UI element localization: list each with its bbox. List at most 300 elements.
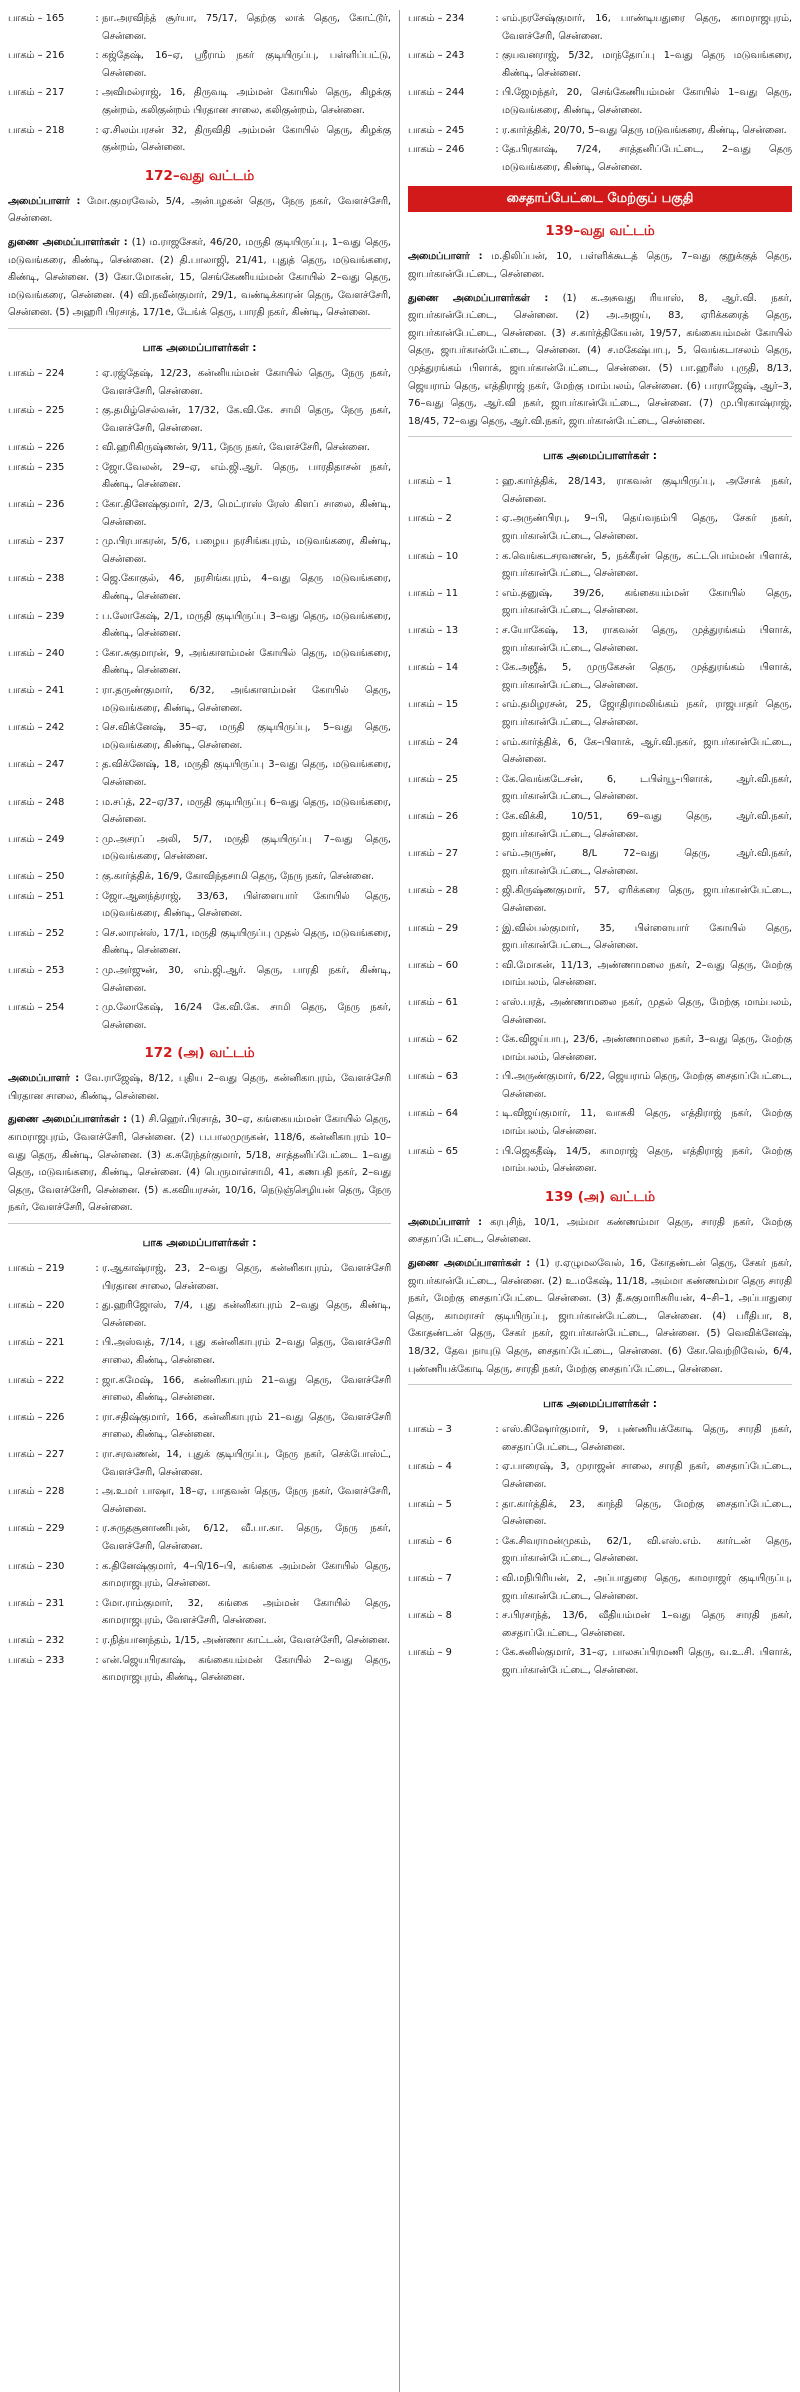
organizer-text: கரபுசிந், 10/1, அம்மா கண்ணம்மா தெரு, சாரதி நகர், மேற்கு சைதாப்பேட்டை, சென்னை. — [408, 1216, 792, 1246]
booth-label: பாகம் – 10 — [408, 550, 459, 562]
booth-organizer-text: டி.விஜய்குமார், 11, வாசுகி தெரு, எத்திராஜ் நகர், மேற்கு மாம்பலம், சென்னை. — [502, 1108, 792, 1138]
colon-separator: : — [95, 964, 99, 976]
booth-label: பாகம் – 28 — [408, 885, 459, 897]
booth-entry — [408, 734, 792, 769]
booth-label: பாகம் – 15 — [408, 699, 459, 711]
booth-organizer-text: கே.சுனில்குமார், 31–ஏ, பாலசுப்பிரமணி தெரு, வ.உ.சி. பிளாக், ஜாபர்கான்பேட்டை, சென்னை. — [502, 1647, 792, 1676]
booth-entry — [408, 1031, 792, 1066]
booth-entry — [8, 439, 391, 457]
booth-label: பாகம் – 165 — [8, 13, 65, 24]
colon-separator: : — [495, 1145, 499, 1157]
booth-entry — [408, 510, 792, 545]
area-banner: சைதாப்பேட்டை மேற்குப் பகுதி — [408, 186, 792, 212]
colon-separator: : — [495, 885, 499, 897]
booth-entry — [8, 122, 391, 157]
booth-organizer-text: கே.சிவராமன்முகம், 62/1, வி.எஸ்.எம். கார்டன் தெரு, ஜாபர்கான்பேட்டை, சென்னை. — [502, 1535, 792, 1565]
booth-entry — [408, 920, 792, 955]
booth-label: பாகம் – 254 — [8, 1002, 65, 1014]
booth-label: பாகம் – 5 — [408, 1498, 452, 1510]
booth-organizer-text: செ.விக்னேஷ், 35–ஏ, மருதி குடியிருப்பு, 5–வது தெரு, மடுவங்கரை, கிண்டி, சென்னை. — [102, 722, 391, 751]
booth-entry — [8, 84, 391, 119]
booth-label: பாகம் – 11 — [408, 587, 459, 599]
booth-organizer-text: எம்.நரசேஷ்குமார், 16, பாண்டியதுரை தெரு, காமராஜபுரம், வேளச்சேரி, சென்னை. — [502, 13, 792, 42]
booth-entry — [408, 1143, 792, 1178]
booth-organizer-text: ர.நித்யானந்தம், 1/15, அண்ணா காட்டன், வேளச்சேரி, சென்னை. — [102, 1634, 391, 1646]
booth-label: பாகம் – 251 — [8, 890, 65, 902]
colon-separator: : — [95, 870, 99, 882]
ward-section — [408, 186, 792, 1178]
booth-organizer-text: ர.ஆகாஷ்ராஜ், 23, 2–வது தெரு, கன்னிகாபுரம், வேளச்சேரி பிரதான சாலை, சென்னை. — [102, 1263, 391, 1292]
colon-separator: : — [495, 810, 499, 822]
booth-organizer-text: ஜி.கிருஷ்ணகுமார், 57, ஏரிக்கரை தெரு, ஜாபர்கான்பேட்டை, சென்னை. — [502, 885, 792, 914]
booth-entry — [8, 962, 391, 997]
booth-label: பாகம் – 242 — [8, 722, 65, 734]
booth-label: பாகம் – 60 — [408, 959, 459, 971]
booth-entry — [8, 1334, 391, 1369]
booth-organizer-text: ஏ.சிலம்பரசன் 32, திருவிதி அம்மன் கோயில் தெரு, கிழக்கு குன்றம், சென்னை. — [102, 124, 391, 154]
booth-entry — [8, 645, 391, 680]
colon-separator: : — [495, 1108, 499, 1120]
colon-separator: : — [95, 722, 99, 734]
booth-entry — [408, 1421, 792, 1456]
booth-entry — [408, 845, 792, 880]
divider — [8, 328, 391, 329]
booth-label: பாகம் – 24 — [408, 736, 459, 748]
booth-entry — [8, 868, 391, 886]
booth-entry — [8, 1260, 391, 1295]
deputy-text: (1) சி.ஹெர்.பிரசாத், 30–ஏ, கங்கையம்மன் கோயில் தெரு, காமராஜபுரம், வேளச்சேரி, சென்னை. (2) ப.பாலமுருகன், 118/6, கன்னிகாபுரம் 10–வது தெரு, கிண்டி, சென்னை. (3) க.சுரேந்தர்குமார், 5/18, சாத்தனிப்பேட்டை 1–வது தெரு, மடுவங்கரை, கிண்டி, சென்னை. (4) பெருமாள்சாமி, 41, கணபதி நகர், 2–வது தெரு, வேளச்சேரி, சென்னை. (5) க.கவியரசன், 10/16, நெடுஞ்செழியன் தெரு, நேரு நகர், வேளச்சேரி, சென்னை. — [8, 1114, 392, 1214]
colon-separator: : — [95, 50, 99, 62]
colon-separator: : — [495, 50, 499, 62]
booth-organizer-text: த.விக்னேஷ், 18, மருதி குடியிருப்பு 3–வது தெரு, மடுவங்கரை, சென்னை. — [102, 759, 391, 788]
booth-label: பாகம் – 233 — [8, 1654, 65, 1666]
colon-separator: : — [95, 1411, 99, 1423]
booth-organizers-subhead: பாக அமைப்பாளர்கள் : — [543, 450, 657, 463]
colon-separator: : — [495, 144, 499, 156]
colon-separator: : — [95, 1634, 99, 1646]
colon-separator: : — [495, 550, 499, 562]
colon-separator: : — [495, 1535, 499, 1547]
colon-separator: : — [95, 367, 99, 379]
booth-label: பாகம் – 29 — [408, 922, 459, 934]
booth-label: பாகம் – 229 — [8, 1523, 65, 1535]
booth-organizer-text: ர.கார்த்திக், 20/70, 5–வது தெரு மடுவங்கரை, கிண்டி, சென்னை. — [502, 124, 787, 136]
booth-label: பாகம் – 224 — [8, 367, 65, 379]
booth-organizer-text: ப.லோகேஷ், 2/1, மருதி குடியிருப்பு 3–வது தெரு, மடுவங்கரை, கிண்டி, சென்னை. — [102, 610, 391, 640]
booth-label: பாகம் – 7 — [408, 1572, 452, 1584]
booth-organizer-text: ம.சப்த், 22–ஏ/37, மருதி குடியிருப்பு 6–வது தெரு, மடுவங்கரை, சென்னை. — [102, 796, 391, 826]
booth-entry — [408, 1496, 792, 1531]
ward-heading: 172–வது வட்டம் — [144, 167, 255, 184]
booth-label: பாகம் – 222 — [8, 1374, 65, 1386]
colon-separator: : — [95, 1374, 99, 1386]
booth-label: பாகம் – 237 — [8, 536, 65, 548]
booth-organizer-text: எஸ்.பரத், அண்ணாமலை நகர், முதல் தெரு, மேற்கு மாம்பலம், சென்னை. — [502, 996, 792, 1026]
deputy-organizers-paragraph — [408, 1255, 792, 1378]
booth-label: பாகம் – 235 — [8, 461, 65, 473]
booth-organizer-text: எம்.அருண், 8/L 72–வது தெரு, ஆர்.வி.நகர், ஜாபர்கான்பேட்டை, சென்னை. — [502, 848, 792, 877]
booth-label: பாகம் – 244 — [408, 87, 465, 99]
booth-organizer-text: வி.ஹரிகிருஷ்ணன், 9/11, நேரு நகர், வேளச்சேரி, சென்னை. — [102, 442, 370, 454]
booth-entry — [8, 925, 391, 960]
colon-separator: : — [95, 405, 99, 417]
booth-organizer-text: ச.பிரசாந்த், 13/6, வீதியம்மன் 1–வது தெரு சாரதி நகர், சைதாப்பேட்டை, சென்னை. — [502, 1610, 792, 1639]
booth-organizer-text: ர.சுருதசூனாணிபுன், 6/12, வீ.பா.கா. தெரு, நேரு நகர், வேளச்சேரி, சென்னை. — [102, 1523, 391, 1552]
booth-entry — [408, 1105, 792, 1140]
colon-separator: : — [495, 662, 499, 674]
ward-heading: 172 (அ) வட்டம் — [144, 1045, 255, 1062]
booth-entry — [8, 831, 391, 866]
organizer-text: மோ.குமரவேல், 5/4, அன்பழகன் தெரு, நேரு நகர், வேளச்சேரி, சென்னை. — [8, 195, 391, 225]
colon-separator: : — [95, 1448, 99, 1460]
booth-label: பாகம் – 216 — [8, 50, 65, 62]
booth-entry — [8, 402, 391, 437]
booth-label: பாகம் – 9 — [408, 1647, 452, 1659]
booth-organizer-text: ஏ.அருண்பிரபு, 9–பி, தெய்வநம்பி தெரு, சேகர் நகர், ஜாபர்கான்பேட்டை, சென்னை. — [502, 513, 792, 543]
booth-organizer-text: செ.லாரன்ஸ், 17/1, மருதி குடியிருப்பு முதல் தெரு, மடுவங்கரை, கிண்டி, சென்னை. — [102, 927, 391, 957]
left-column — [8, 10, 400, 2392]
booth-organizer-text: து.ஹரிஜோஸ், 7/4, புது கன்னிகாபுரம் 2–வது தெரு, கிண்டி, சென்னை. — [102, 1300, 391, 1329]
booth-label: பாகம் – 227 — [8, 1448, 65, 1460]
booth-organizer-text: என்.ஜெயபிரகாஷ், கங்கையம்மன் கோயில் 2–வது தெரு, காமராஜபுரம், கிண்டி, சென்னை. — [102, 1654, 391, 1684]
deputy-text: (1) ம.ராஜசேகர், 46/20, மருதி குடியிருப்பு, 1–வது தெரு, மடுவங்கரை, கிண்டி, சென்னை. (2) தி.பாலாஜி, 21/41, புதுத் தெரு, மடுவங்கரை, கிண்டி, சென்னை. (3) கோ.மோகன், 15, செங்கேணியம்மன் கோயில் 2–வது தெரு, மடுவங்கரை, சென்னை. (4) வி.நவீன்குமார், 29/1, வண்டிக்காரன் தெரு, வேளச்சேரி, சென்னை. (5) அஹரி பிரசாத், 17/1e, டேங்க் தெரு, பாரதி நகர், கிண்டி, சென்னை. — [8, 236, 392, 319]
colon-separator: : — [95, 833, 99, 845]
colon-separator: : — [495, 124, 499, 136]
colon-separator: : — [95, 1263, 99, 1275]
booth-entry — [408, 122, 792, 140]
booth-organizer-text: எம்.தனுஷ், 39/26, கங்கையம்மன் கோயில் தெரு, ஜாபர்கான்பேட்டை, சென்னை. — [502, 587, 792, 617]
colon-separator: : — [495, 1461, 499, 1473]
booth-entry — [8, 1409, 391, 1444]
colon-separator: : — [495, 1424, 499, 1436]
booth-label: பாகம் – 225 — [8, 405, 65, 417]
booth-label: பாகம் – 6 — [408, 1535, 452, 1547]
deputy-organizers-paragraph — [8, 234, 391, 322]
colon-separator: : — [95, 442, 99, 454]
booth-entry — [8, 682, 391, 717]
colon-separator: : — [95, 461, 99, 473]
booth-entry — [8, 1446, 391, 1481]
booth-entry — [8, 570, 391, 605]
booth-organizer-text: ஹ.கார்த்திக், 28/143, ராகவன் குடியிருப்பு, அசோக் நகர், சென்னை. — [502, 476, 792, 505]
booth-label: பாகம் – 65 — [408, 1145, 459, 1157]
booth-label: பாகம் – 8 — [408, 1610, 452, 1622]
booth-organizer-text: கு.கார்த்திக், 16/9, கோவிந்தசாமி தெரு, நேரு நகர், சென்னை. — [102, 870, 374, 882]
booth-entry — [8, 10, 391, 45]
colon-separator: : — [495, 848, 499, 860]
booth-entry — [408, 1570, 792, 1605]
colon-separator: : — [495, 996, 499, 1008]
booth-label: பாகம் – 248 — [8, 796, 65, 808]
booth-entry — [8, 1483, 391, 1518]
booth-label: பாகம் – 14 — [408, 662, 459, 674]
booth-entry — [408, 1533, 792, 1568]
booth-entry — [408, 882, 792, 917]
colon-separator: : — [95, 573, 99, 585]
booth-entry — [8, 1372, 391, 1407]
booth-organizer-text: ஜோ.வேலன், 29–ஏ, எம்.ஜி.ஆர். தெரு, பாரதிதாசன் நகர், கிண்டி, சென்னை. — [102, 461, 391, 491]
colon-separator: : — [95, 87, 99, 99]
booth-entry — [408, 994, 792, 1029]
colon-separator: : — [95, 890, 99, 902]
colon-separator: : — [495, 773, 499, 785]
booth-label: பாகம் – 245 — [408, 124, 465, 136]
colon-separator: : — [95, 610, 99, 622]
divider — [8, 1223, 391, 1224]
booth-label: பாகம் – 232 — [8, 1634, 65, 1646]
booth-entry — [8, 1652, 391, 1687]
colon-separator: : — [95, 13, 99, 24]
colon-separator: : — [495, 1498, 499, 1510]
booth-entry — [408, 622, 792, 657]
booth-entry — [408, 808, 792, 843]
booth-organizer-text: தா.கார்த்திக், 23, காந்தி தெரு, மேற்கு சைதாப்பேட்டை, சென்னை. — [502, 1498, 792, 1528]
colon-separator: : — [95, 499, 99, 511]
booth-organizer-text: பி.ஜெகதீஷ், 14/5, காமராஜ் தெரு, எத்திராஜ் நகர், மேற்கு மாம்பலம், சென்னை. — [502, 1145, 792, 1175]
booth-entry — [408, 47, 792, 82]
deputy-label: துணை அமைப்பாளர்கள் : — [8, 236, 128, 248]
booth-organizer-text: எம்.கார்த்திக், 6, கே–பிளாக், ஆர்.வி.நகர், ஜாபர்கான்பேட்டை, சென்னை. — [502, 736, 792, 766]
booth-organizer-text: கே.விக்கி, 10/51, 69–வது தெரு, ஆர்.வி.நகர், ஜாபர்கான்பேட்டை, சென்னை. — [502, 810, 792, 840]
booth-organizer-text: ஜா.கமேஷ், 166, கன்னிகாபுரம் 21–வது தெரு, வேளச்சேரி சாலை, கிண்டி, சென்னை. — [102, 1374, 391, 1404]
booth-organizer-text: பி.அருண்குமார், 6/22, ஜெயராம் தெரு, மேற்கு சைதாப்பேட்டை, சென்னை. — [502, 1071, 792, 1100]
booth-organizer-text: ஜோ.ஆனந்த்ராஜ், 33/63, பிள்ளையார் கோயில் தெரு, மடுவங்கரை, கிண்டி, சென்னை. — [102, 890, 391, 920]
booth-entry — [8, 794, 391, 829]
booth-label: பாகம் – 241 — [8, 685, 65, 696]
booth-label: பாகம் – 249 — [8, 833, 65, 845]
colon-separator: : — [495, 1034, 499, 1046]
booth-label: பாகம் – 64 — [408, 1108, 459, 1120]
booth-organizer-text: கே.விஜய்பாபு, 23/6, அண்ணாமலை நகர், 3–வது தெரு, மேற்கு மாம்பலம், சென்னை. — [502, 1034, 792, 1063]
booth-organizer-text: எஸ்.கிஷோர்குமார், 9, புண்ணியக்கோடி தெரு, சாரதி நகர், சைதாப்பேட்டை, சென்னை. — [502, 1424, 792, 1453]
divider — [408, 436, 792, 437]
colon-separator: : — [495, 1572, 499, 1584]
booth-organizer-text: கே.வெங்கடேசன், 6, டபிள்யூ–பிளாக், ஆர்.வி.நகர், ஜாபர்கான்பேட்டை, சென்னை. — [502, 773, 792, 803]
booth-label: பாகம் – 3 — [408, 1424, 452, 1436]
ward-section — [8, 165, 391, 1035]
colon-separator: : — [495, 1647, 499, 1659]
booth-label: பாகம் – 246 — [408, 144, 465, 156]
booth-organizer-text: க.தினேஷ்குமார், 4–பி/16–பி, கங்கை அம்மன் கோயில் தெரு, காமராஜபுரம், சென்னை. — [102, 1560, 391, 1590]
booth-entry — [8, 47, 391, 82]
booth-label: பாகம் – 243 — [408, 50, 465, 62]
deputy-text: (1) ர.ஏழுமலவேல், 16, கோதண்டன் தெரு, சேகர் நகர், ஜாபர்கான்பேட்டை, சென்னை. (2) உ.மகேஷ், 11/18, அம்மா கண்ணம்மா தெரு சாரதி நகர், மேற்கு சைதாப்பேட்டை சென்னை. (3) தீ.சுகுமாரிசுரியன், 4–சி–1, அப்பாதுரை தெரு, காமராசர் குடியிருப்பு, ஜாபர்கான்பேட்டை, சென்னை. (4) பரீதிபா, 8, கோதண்டன் தெரு, சேகர் நகர், ஜாபர்கான்பேட்டை, சென்னை. (5) வெவிக்னேஷ், 18/32, தேவ நாயுடு தெரு, சைதாப்பேட்டை, சென்னை. (6) கோ.வெற்றிவேல், 6/4, புண்ணியக்கோடி தெரு, சாரதி நகர், மேற்கு சைதாப்பேட்டை, சென்னை. — [408, 1258, 792, 1375]
booth-label: பாகம் – 230 — [8, 1560, 65, 1572]
colon-separator: : — [95, 1002, 99, 1014]
colon-separator: : — [495, 699, 499, 711]
deputy-label: துணை அமைப்பாளர்கள் : — [8, 1114, 128, 1126]
colon-separator: : — [495, 736, 499, 748]
organizer-label: அமைப்பாளர் : — [408, 1216, 482, 1228]
booth-label: பாகம் – 25 — [408, 773, 459, 785]
booth-organizer-text: ரா.தருண்குமார், 6/32, அங்காளம்மன் கோயில் தெரு, மடுவங்கரை, கிண்டி, சென்னை. — [102, 685, 391, 714]
booth-label: பாகம் – 219 — [8, 1263, 65, 1275]
booth-label: பாகம் – 226 — [8, 1411, 65, 1423]
booth-organizer-text: மு.அர்ஜுன், 30, எம்.ஜி.ஆர். தெரு, பாரதி நகர், கிண்டி, சென்னை. — [102, 964, 391, 994]
booth-label: பாகம் – 252 — [8, 927, 65, 939]
colon-separator: : — [95, 1654, 99, 1666]
colon-separator: : — [495, 513, 499, 525]
booth-organizer-text: அ.உமர் பாஷா, 18–ஏ, பாதவன் தெரு, நேரு நகர், வேளச்சேரி, சென்னை. — [102, 1486, 391, 1515]
deputy-label: துணை அமைப்பாளர்கள் : — [408, 1258, 531, 1270]
booth-organizer-text: வி.மோகன், 11/13, அண்ணாமலை நகர், 2–வது தெரு, மேற்கு மாம்பலம், சென்னை. — [502, 959, 792, 989]
booth-entry — [408, 771, 792, 806]
booth-organizers-subhead: பாக அமைப்பாளர்கள் : — [142, 341, 257, 354]
colon-separator: : — [495, 1610, 499, 1622]
booth-entry — [8, 496, 391, 531]
booth-label: பாகம் – 61 — [408, 996, 459, 1008]
booth-entry — [408, 84, 792, 119]
organizer-text: ம.திலிப்பன், 10, பள்ளிக்கூடத் தெரு, 7–வது குறுக்குத் தெரு, ஜாபர்கான்பேட்டை, சென்னை. — [408, 251, 792, 280]
booth-entry — [408, 1644, 792, 1679]
booth-entry — [408, 659, 792, 694]
colon-separator: : — [95, 1337, 99, 1349]
ward-section — [408, 1186, 792, 1680]
colon-separator: : — [95, 1597, 99, 1609]
booth-organizers-subhead: பாக அமைப்பாளர்கள் : — [543, 1398, 657, 1411]
deputy-organizers-paragraph — [408, 290, 792, 431]
colon-separator: : — [495, 476, 499, 488]
booth-organizer-text: தே.பிரகாஷ், 7/24, சாத்தனிப்பேட்டை, 2–வது தெரு மடுவங்கரை, கிண்டி, சென்னை. — [502, 144, 792, 173]
colon-separator: : — [95, 647, 99, 659]
booth-organizer-text: கு.தமிழ்செல்வன், 17/32, கே.வி.கே. சாமி தெரு, நேரு நகர், வேளச்சேரி, சென்னை. — [102, 405, 391, 434]
booth-entry — [408, 1068, 792, 1103]
organizer-paragraph — [408, 248, 792, 283]
booth-organizer-text: கோ.சுகுமாரன், 9, அங்காளம்மன் கோயில் தெரு, மடுவங்கரை, கிண்டி, சென்னை. — [102, 647, 391, 677]
booth-label: பாகம் – 231 — [8, 1597, 65, 1609]
booth-organizers-subhead: பாக அமைப்பாளர்கள் : — [142, 1237, 257, 1250]
booth-organizer-text: ச.யோகேஷ், 13, ராகவன் தெரு, முத்துரங்கம் பிளாக், ஜாபர்கான்பேட்டை, சென்னை. — [502, 625, 792, 654]
booth-entry — [8, 719, 391, 754]
booth-label: பாகம் – 4 — [408, 1461, 452, 1473]
booth-organizer-text: மு.பிரபாகரன், 5/6, பழைய நரசிங்கபுரம், மடுவங்கரை, கிண்டி, சென்னை. — [102, 536, 391, 565]
booth-organizer-text: நா.அரவிந்த் சூர்யா, 75/17, தெற்கு லாக் தெரு, கோட்டூர், சென்னை. — [102, 13, 391, 42]
organizer-paragraph — [8, 1070, 391, 1105]
colon-separator: : — [495, 587, 499, 599]
organizer-label: அமைப்பாளர் : — [8, 1073, 80, 1085]
booth-organizer-text: கஜ்தேஷ், 16–ஏ, ஸ்ரீராம் நகர் குடியிருப்பு, பள்ளிப்பட்டு, சென்னை. — [102, 50, 391, 79]
colon-separator: : — [495, 87, 499, 99]
ward-heading: 139–வது வட்டம் — [545, 223, 655, 240]
booth-entry — [408, 548, 792, 583]
booth-entry — [8, 608, 391, 643]
colon-separator: : — [95, 796, 99, 808]
colon-separator: : — [495, 959, 499, 971]
booth-organizer-text: இ.வில்பல்குமார், 35, பிள்ளையார் கோயில் தெரு, ஜாபர்கான்பேட்டை, சென்னை. — [502, 922, 792, 952]
booth-label: பாகம் – 220 — [8, 1300, 65, 1312]
booth-label: பாகம் – 226 — [8, 442, 65, 454]
booth-organizer-text: அவிமல்ராஜ், 16, திருவடி அம்மன் கோயில் தெரு, கிழக்கு குன்றம், கலிகுன்றம் பிரதான சாலை, கலிகுன்றம், சென்னை. — [102, 87, 391, 116]
booth-label: பாகம் – 238 — [8, 573, 65, 585]
booth-entry — [8, 1520, 391, 1555]
booth-label: பாகம் – 1 — [408, 476, 452, 488]
booth-organizer-text: ரா.சரவணன், 14, புதுக் குடியிருப்பு, நேரு நகர், செக்போஸ்ட், வேளச்சேரி, சென்னை. — [102, 1448, 391, 1478]
colon-separator: : — [95, 927, 99, 939]
booth-organizer-text: பி.அஸ்வத், 7/14, புது கன்னிகாபுரம் 2–வது தெரு, வேளச்சேரி சாலை, கிண்டி, சென்னை. — [102, 1337, 391, 1366]
deputy-text: (1) க.அசுவது ரியாஸ், 8, ஆர்.வி. நகர், ஜாபர்கான்பேட்டை, சென்னை. (2) அ.அஜய், 83, ஏரிக்கரைத் தெரு, ஜாபர்கான்பேட்டை, சென்னை. (3) ச.கார்த்திகேயன், 19/57, கங்கையம்மன் கோயில் தெரு, ஜாபர்கான்பேட்டை, சென்னை. (4) ச.மகேஷ்பாபு, 5, வெங்கடாசலம் தெரு, முத்துரங்கம் பிளாக், ஜாபர்கான்பேட்டை, சென்னை. (5) பா.ஹரீஸ் புருதி, 8/13, ஜெயராம் தெரு, எத்திராஜ் நகர், மேற்கு மாம்பலம், சென்னை. (6) பாராஜேஷ், ஆர்–3, 76–வது தெரு, ஆர்.வி நகர், ஜாபர்கான்பேட்டை, சென்னை. (7) மு.பிரகாஷ்ராஜ், 18/45, 72–வது தெரு, ஆர்.வி.நகர், ஜாபர்கான்பேட்டை, சென்னை. — [408, 292, 792, 427]
booth-entry — [8, 1297, 391, 1332]
booth-organizer-text: மோ.ராம்குமார், 32, கங்கை அம்மன் கோயில் தெரு, காமராஜபுரம், வேளச்சேரி, சென்னை. — [102, 1597, 391, 1627]
booth-organizer-text: கோ.தினேஷ்குமார், 2/3, மெட்ராஸ் ரேஸ் கிளப் சாலை, கிண்டி, சென்னை. — [102, 499, 391, 528]
booth-entry — [8, 756, 391, 791]
colon-separator: : — [495, 625, 499, 637]
booth-entry — [408, 585, 792, 620]
divider — [408, 1384, 792, 1385]
booth-entry — [8, 1558, 391, 1593]
booth-organizer-text: ரா.சதிஷ்குமார், 166, கன்னிகாபுரம் 21–வது தெரு, வேளச்சேரி சாலை, கிண்டி, சென்னை. — [102, 1411, 391, 1441]
ward-section — [8, 10, 391, 157]
booth-label: பாகம் – 62 — [408, 1034, 459, 1046]
colon-separator: : — [95, 1486, 99, 1498]
colon-separator: : — [95, 124, 99, 136]
ward-section — [408, 10, 792, 176]
booth-label: பாகம் – 228 — [8, 1486, 65, 1498]
colon-separator: : — [495, 13, 499, 24]
booth-organizer-text: ஜெ.கோகுல், 46, நரசிங்கபுரம், 4–வது தெரு மடுவங்கரை, கிண்டி, சென்னை. — [102, 573, 391, 603]
booth-entry — [408, 696, 792, 731]
booth-label: பாகம் – 27 — [408, 848, 459, 860]
booth-entry — [408, 141, 792, 176]
organizer-paragraph — [8, 193, 391, 228]
booth-organizer-text: ஏ.ரஜ்தேஷ், 12/23, கன்னியம்மன் கோயில் தெரு, நேரு நகர், வேளச்சேரி, சென்னை. — [102, 367, 391, 397]
booth-entry — [8, 365, 391, 400]
booth-organizer-text: க.வெங்கடசரவணன், 5, நக்கீரன் தெரு, கட்டபொம்மன் பிளாக், ஜாபர்கான்பேட்டை, சென்னை. — [502, 550, 792, 580]
booth-organizer-text: குயவனராஜ், 5/32, மாந்தோப்பு 1–வது தெரு மடுவங்கரை, கிண்டி, சென்னை. — [502, 50, 792, 79]
colon-separator: : — [495, 1071, 499, 1083]
booth-entry — [8, 533, 391, 568]
booth-label: பாகம் – 217 — [8, 87, 65, 99]
ward-heading: 139 (அ) வட்டம் — [544, 1188, 656, 1205]
deputy-label: துணை அமைப்பாளர்கள் : — [408, 292, 549, 304]
colon-separator: : — [95, 685, 99, 696]
booth-label: பாகம் – 218 — [8, 124, 65, 136]
booth-entry — [8, 459, 391, 494]
booth-label: பாகம் – 253 — [8, 964, 65, 976]
colon-separator: : — [95, 1300, 99, 1312]
booth-entry — [8, 888, 391, 923]
booth-organizer-text: வி.மநிபிரியன், 2, அப்பாதுரை தெரு, காமராஜர் குடியிருப்பு, ஜாபர்கான்பேட்டை, சென்னை. — [502, 1572, 792, 1602]
deputy-organizers-paragraph — [8, 1111, 391, 1217]
booth-organizer-text: பி.ஜேமந்தர், 20, செங்கேணியம்மன் கோயில் 1–வது தெரு, மடுவங்கரை, கிண்டி, சென்னை. — [502, 87, 792, 116]
booth-label: பாகம் – 234 — [408, 13, 465, 24]
booth-label: பாகம் – 247 — [8, 759, 65, 771]
colon-separator: : — [95, 536, 99, 548]
booth-entry — [8, 999, 391, 1034]
colon-separator: : — [95, 759, 99, 771]
booth-label: பாகம் – 250 — [8, 870, 65, 882]
booth-label: பாகம் – 2 — [408, 513, 452, 525]
booth-label: பாகம் – 63 — [408, 1071, 459, 1083]
booth-entry — [8, 1632, 391, 1650]
booth-organizer-text: மு.அசரப் அலி, 5/7, மருதி குடியிருப்பு 7–வது தெரு, மடுவங்கரை, சென்னை. — [102, 833, 391, 863]
booth-organizer-text: மு.லோகேஷ், 16/24 கே.வி.கே. சாமி தெரு, நேரு நகர், சென்னை. — [102, 1002, 391, 1031]
right-column — [400, 10, 792, 2392]
booth-entry — [408, 1607, 792, 1642]
organizer-label: அமைப்பாளர் : — [408, 251, 483, 263]
booth-label: பாகம் – 239 — [8, 610, 65, 622]
booth-label: பாகம் – 221 — [8, 1337, 65, 1349]
organizer-paragraph — [408, 1214, 792, 1249]
booth-label: பாகம் – 13 — [408, 625, 459, 637]
booth-organizer-text: ஏ.பாரைஷ், 3, முராஜன் சாலை, சாரதி நகர், சைதாப்பேட்டை, சென்னை. — [502, 1461, 792, 1490]
booth-organizer-text: கே.அஜீத், 5, முருகேசன் தெரு, முத்துரங்கம் பிளாக், ஜாபர்கான்பேட்டை, சென்னை. — [502, 662, 792, 691]
ward-section — [8, 1042, 391, 1686]
colon-separator: : — [495, 922, 499, 934]
colon-separator: : — [95, 1560, 99, 1572]
booth-entry — [8, 1595, 391, 1630]
booth-entry — [408, 473, 792, 508]
booth-label: பாகம் – 236 — [8, 499, 65, 511]
